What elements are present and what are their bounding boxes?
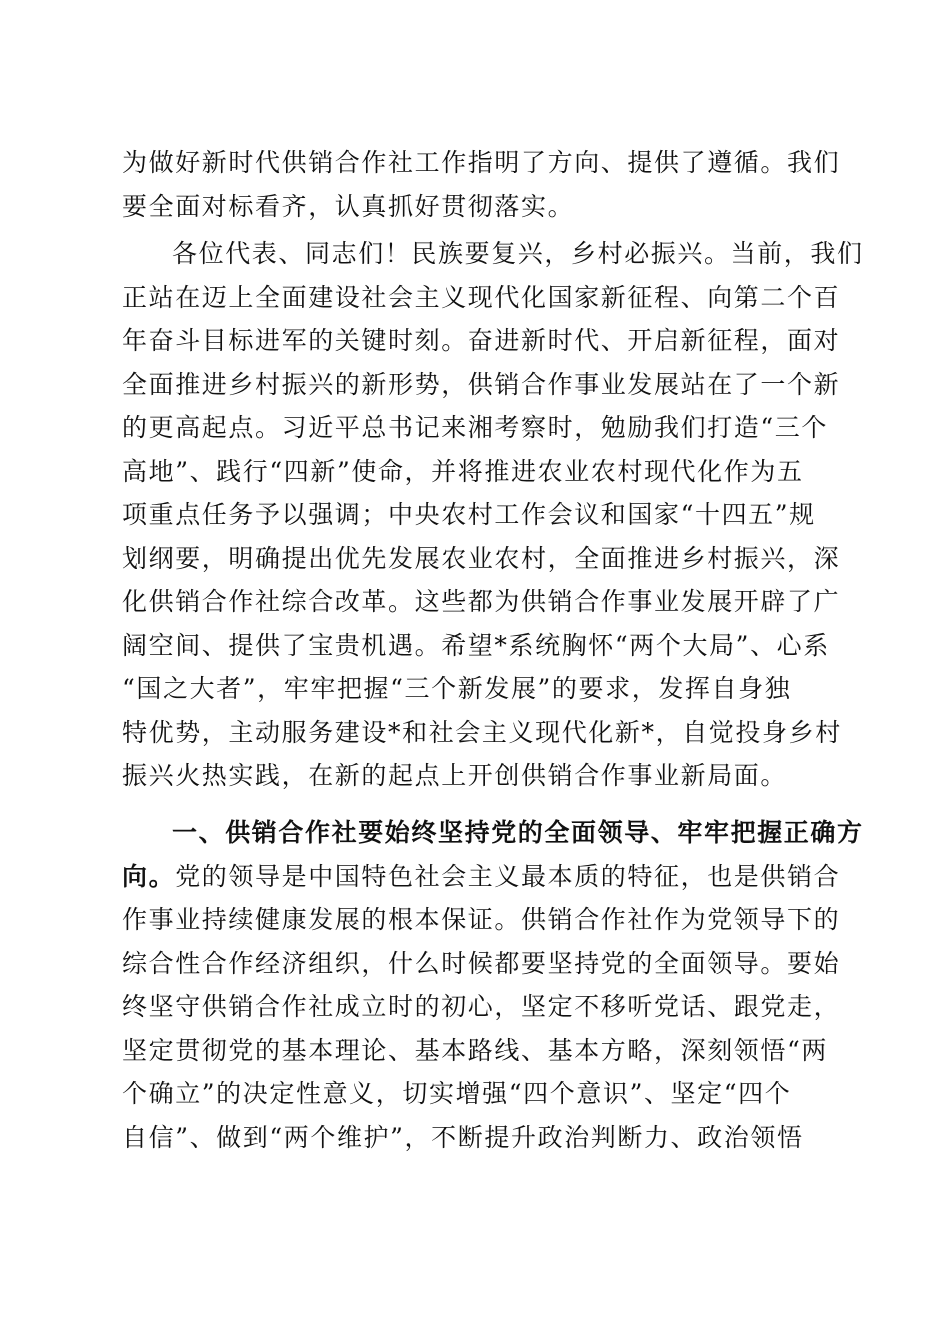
text-line: “国之大者”，牢牢把握“三个新发展”的要求，发挥自身独 [122, 674, 792, 703]
paragraph-representatives [122, 232, 864, 798]
text-line: 自信”、做到“两个维护”，不断提升政治判断力、政治领悟 [122, 1122, 804, 1152]
section-heading-end: 向。 [122, 861, 176, 891]
text-line: 阔空间、提供了宝贵机遇。希望*系统胸怀“两个大局”、心系 [122, 630, 830, 660]
text-line: 划纲要，明确提出优先发展农业农村，全面推进乡村振兴，深 [122, 543, 841, 573]
text-line: 项重点任务予以强调；中央农村工作会议和国家“十四五”规 [122, 500, 816, 529]
text-line: 综合性合作经济组织，什么时候都要坚持党的全面领导。要始 [122, 948, 841, 978]
text-line: 的更高起点。习近平总书记来湘考察时，勉励我们打造“三个 [122, 413, 828, 442]
text-line: 振兴火热实践，在新的起点上开创供销合作事业新局面。 [122, 761, 788, 790]
text-line: 各位代表、同志们！民族要复兴，乡村必振兴。当前，我们 [172, 239, 864, 268]
continuation-paragraph [122, 141, 841, 228]
text-line: 个确立”的决定性意义，切实增强“四个意识”、坚定“四个 [122, 1079, 792, 1108]
text-line: 作事业持续健康发展的根本保证。供销合作社作为党领导下的 [122, 905, 841, 934]
text-line: 化供销合作社综合改革。这些都为供销合作事业发展开辟了广 [122, 587, 841, 616]
text-line: 特优势，主动服务建设*和社会主义现代化新*，自觉投身乡村 [122, 717, 842, 747]
text-line: 正站在迈上全面建设社会主义现代化国家新征程、向第二个百 [122, 282, 841, 312]
text-line: 坚定贯彻党的基本理论、基本路线、基本方略，深刻领悟“两 [122, 1035, 828, 1065]
section-text: 党的领导是中国特色社会主义最本质的特征，也是供销合 [175, 861, 841, 891]
text-line: 全面推进乡村振兴的新形势，供销合作事业发展站在了一个新 [122, 369, 841, 399]
text-line [122, 855, 841, 899]
text-line: 要全面对标看齐，认真抓好贯彻落实。 [122, 191, 575, 221]
section-heading: 一、供销合作社要始终坚持党的全面领导、牢牢把握正确方 [172, 818, 864, 847]
text-line: 高地”、践行“四新”使命，并将推进农业农村现代化作为五 [122, 456, 804, 486]
text-line: 年奋斗目标进军的关键时刻。奋进新时代、开启新征程，面对 [122, 326, 841, 355]
text-line: 终坚守供销合作社成立时的初心，坚定不移听党话、跟党走， [122, 992, 841, 1021]
text-line: 为做好新时代供销合作社工作指明了方向、提供了遵循。我们 [122, 148, 841, 177]
section-one [122, 811, 864, 1159]
